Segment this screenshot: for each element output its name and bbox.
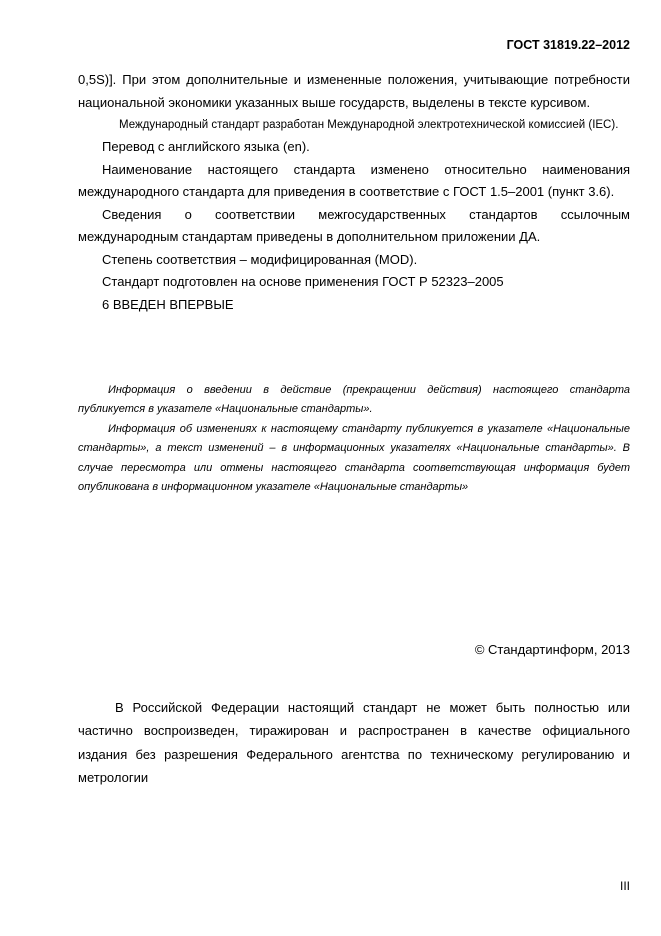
document-code-header: ГОСТ 31819.22–2012 — [506, 38, 630, 52]
paragraph-item-6: 6 ВВЕДЕН ВПЕРВЫЕ — [102, 296, 234, 312]
paragraph-continuation: 0,5S)]. При этом дополнительные и измененные положения, учитывающие потребности национальной экономики указанных выше государств, выделены в тексте курсивом. — [78, 72, 630, 110]
foreword-text — [78, 69, 630, 316]
info-paragraph-changes: Информация об изменениях к настоящему стандарту публикуется в указателе «Национальные стандарты», а текст изменений – в информационных указателях «Национальные стандарты». В случае пересмотра или отмены настоящего стандарта соответствующая информация будет опубликована в информационном указателе «Национальные стандарты» — [78, 422, 630, 494]
paragraph-degree: Степень соответствия – модифицированная (MOD). — [102, 251, 418, 267]
publication-info-block — [78, 381, 630, 497]
paragraph-conformity-info: Сведения о соответствии межгосударственных стандартов ссылочным международным стандартам приведены в дополнительном приложении ДА. — [78, 206, 630, 244]
copyright-notice: © Стандартинформ, 2013 — [474, 642, 630, 657]
info-paragraph-introduction: Информация о введении в действие (прекращении действия) настоящего стандарта публикуется в указателе «Национальные стандарты». — [78, 384, 630, 416]
rights-notice: В Российской Федерации настоящий стандарт не может быть полностью или частично воспроизведен, тиражирован и распространен в качестве официального издания без разрешения Федерального агентства по техническому регулированию и метрологии — [78, 700, 630, 785]
paragraph-iec: Международный стандарт разработан Международной электротехнической комиссией (IEC). — [119, 119, 619, 131]
paragraph-name-changed: Наименование настоящего стандарта изменено относительно наименования международного стандарта для приведения в соответствие с ГОСТ 1.5–2001 (пункт 3.6). — [78, 161, 630, 199]
page-number: III — [619, 879, 630, 893]
paragraph-prepared: Стандарт подготовлен на основе применения ГОСТ Р 52323–2005 — [102, 274, 504, 289]
paragraph-translation: Перевод с английского языка (en). — [102, 139, 310, 154]
